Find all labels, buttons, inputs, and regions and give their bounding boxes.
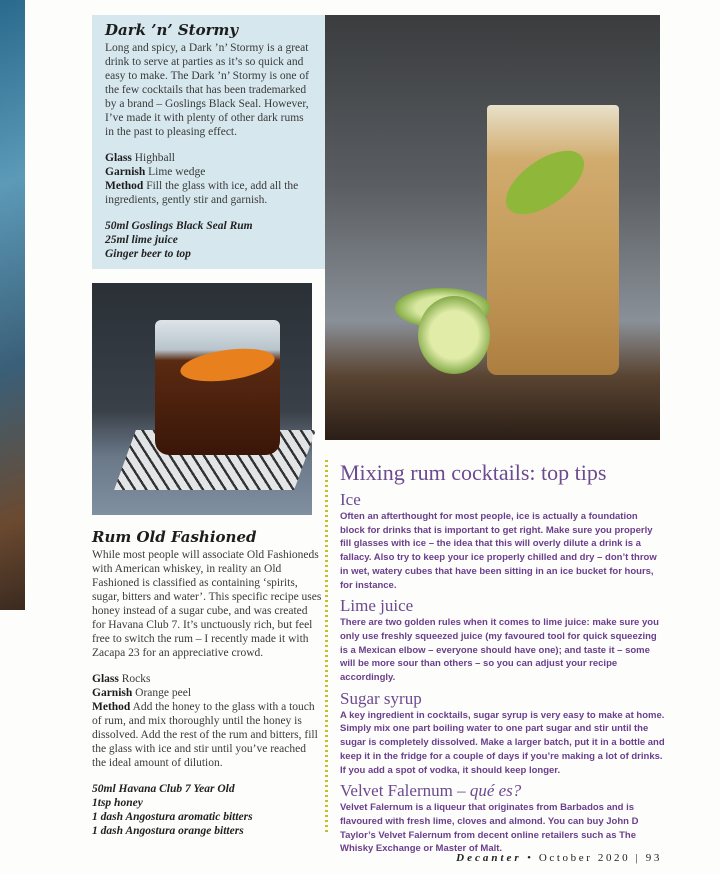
ingredient: 1 dash Angostura aromatic bitters [92,811,253,823]
tip-title: Ice [340,490,361,509]
tip-title [340,781,665,801]
rocks-glass [155,320,280,455]
tip-text: A key ingredient in cocktails, sugar syrup is very easy to make at home. Simply mix one part boiling water to one part sugar and stir until the sugar is completely dissolved. Make a larger batch, put it in a bottle and keep it in the fridge for a couple of days if you’re making a lot of drinks. If you add a spot of vodka, it should keep longer. [340,709,665,776]
method-label: Method [105,180,144,192]
recipe-title: Dark ’n’ Stormy [105,21,239,39]
glass-value: Highball [134,152,175,164]
method-value: Add the honey to the glass with a touch of rum, and mix thoroughly until the honey is dissolved. Add the rest of the rum and bitters, fill the glass with ice and stir until you’ve reached the ideal amount of dilution. [92,701,318,769]
dark-n-stormy-recipe [92,15,325,269]
ingredient: 1 dash Angostura orange bitters [92,825,244,837]
tip-text: There are two golden rules when it comes to lime juice: make sure you only use freshly squeezed juice (my favoured tool for quick squeezing is a Mexican elbow – everyone should have one); and taste it – some will be more sour than others – so you can adjust your recipe accordingly. [340,617,659,684]
dotted-divider [325,460,328,832]
garnish-label: Garnish [105,166,146,178]
rum-old-fashioned-recipe [92,528,322,838]
ingredient: Ginger beer to top [105,248,191,260]
page-footer [456,852,662,864]
tip-text: Velvet Falernum is a liqueur that originates from Barbados and is flavoured with fresh lime, cloves and almond. You can buy John D Taylor’s Velvet Falernum from decent online retailers such as The Whisky Exchange or Master of Malt. [340,802,639,855]
ingredient: 1tsp honey [92,797,143,809]
recipe-glass [92,672,322,686]
recipe-method [92,700,322,770]
magazine-name: Decanter [456,852,522,864]
top-tips-section [340,460,665,860]
recipe-intro: Long and spicy, a Dark ’n’ Stormy is a great drink to serve at parties as it’s so quick and easy to make. The Dark ’n’ Stormy is one of the few cocktails that has been trademarked by a brand – Goslings Black Seal. However, I’ve made it with plenty of other dark rums in the past to pleasing effect. [105,42,309,138]
garnish-label: Garnish [92,687,133,699]
highball-glass [487,105,619,375]
footer-separator: • [527,852,534,864]
edge-photo [0,0,25,610]
glass-value: Rocks [121,673,151,685]
method-label: Method [92,701,131,713]
tip-title: Sugar syrup [340,688,422,708]
recipe-garnish [92,686,322,700]
ingredient: 50ml Goslings Black Seal Rum [105,220,253,232]
recipe-method [105,179,313,207]
recipe-title: Rum Old Fashioned [92,528,257,546]
glass-label: Glass [92,673,119,685]
tips-heading: Mixing rum cocktails: top tips [340,460,607,485]
garnish-value: Orange peel [135,687,192,699]
page-number: 93 [645,852,662,864]
issue-date: October 2020 [538,852,631,864]
tip-title: Lime juice [340,596,414,616]
lime-half [418,296,490,374]
recipe-garnish [105,165,313,179]
ingredient: 50ml Havana Club 7 Year Old [92,783,235,795]
tip-text: Often an afterthought for most people, ice is actually a foundation block for drinks that is important to get right. Make sure you properly fill glasses with ice – the idea that this will overly dilute a drink is a fallacy. Also try to keep your ice properly chilled and dry – don’t throw in wet, watery cubes that have been sitting in an ice bucket for hours, for instance. [340,511,657,591]
garnish-value: Lime wedge [148,166,206,178]
method-value: Fill the glass with ice, add all the ingredients, gently stir and garnish. [105,180,299,206]
glass-label: Glass [105,152,132,164]
tip-title-main: Velvet Falernum – [340,781,470,801]
recipe-intro: While most people will associate Old Fashioneds with American whiskey, in reality an Old Fashioned is classified as containing ‘spirits, sugar, bitters and water’. This specific recipe uses honey instead of a sugar cube, and was created for Havana Club 7. It’s unctuously rich, but feel free to switch the rum – I recently made it with Zacapa 23 for an appreciative crowd. [92,549,322,659]
ingredient: 25ml lime juice [105,234,178,246]
recipe-glass [105,151,313,165]
footer-divider: | [635,852,641,864]
tip-title-italic: qué es? [469,781,522,801]
